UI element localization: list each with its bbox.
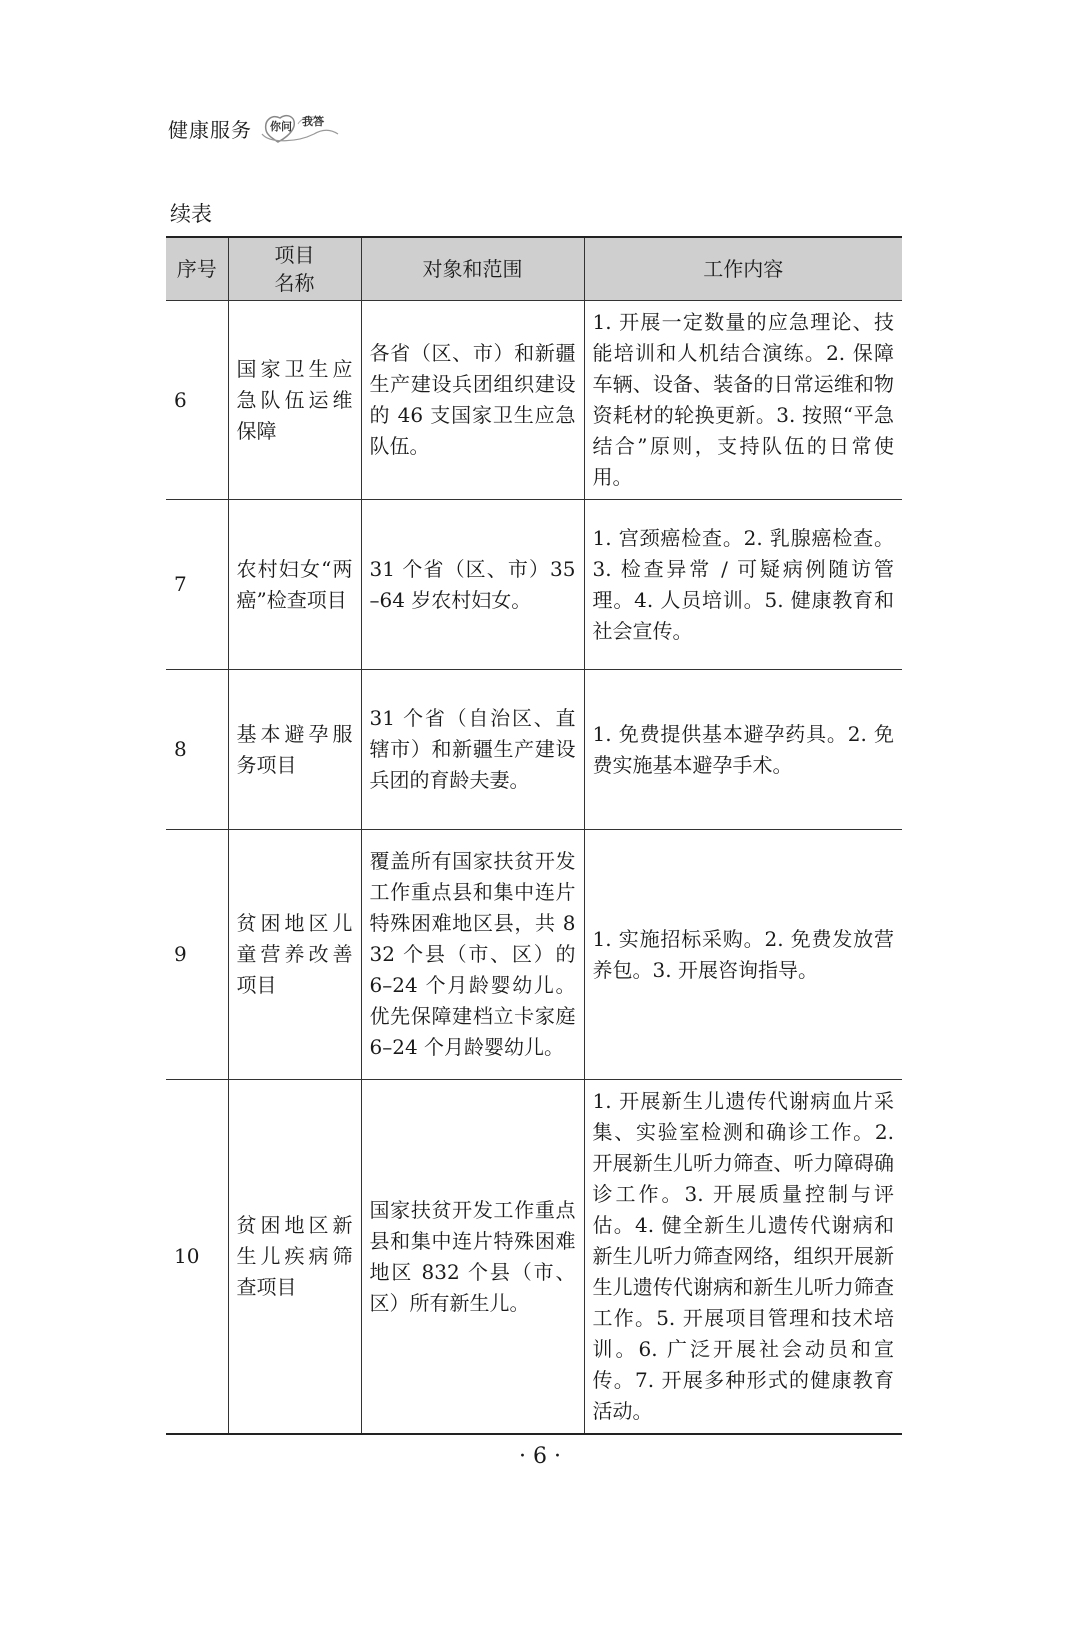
running-header [168, 108, 340, 148]
row-number: 9 [166, 830, 228, 1080]
page-number: · 6 · [519, 1444, 561, 1469]
project-name: 贫困地区新生儿疾病筛查项目 [228, 1080, 361, 1435]
project-content: 1. 开展新生儿遗传代谢病血片采集、实验室检测和确诊工作。2. 开展新生儿听力筛查、听力障碍确诊工作。3. 开展质量控制与评估。4. 健全新生儿遗传代谢病和新生儿听力筛查网络，组织开展新生儿遗传代谢病和新生儿听力筛查工作。5. 开展项目管理和技术培训。6. 广泛开展社会动员和宣传。7. 开展多种形式的健康教育活动。 [584, 1080, 902, 1435]
project-name: 国家卫生应急队伍运维保障 [228, 301, 361, 500]
project-scope: 31 个省（区、市）35–64 岁农村妇女。 [361, 500, 584, 670]
project-table [166, 236, 902, 1435]
table-row [166, 670, 902, 830]
table-row [166, 830, 902, 1080]
project-scope: 31 个省（自治区、直辖市）和新疆生产建设兵团的育龄夫妻。 [361, 670, 584, 830]
project-name: 基本避孕服务项目 [228, 670, 361, 830]
table-row [166, 500, 902, 670]
project-name: 贫困地区儿童营养改善项目 [228, 830, 361, 1080]
table-row [166, 301, 902, 500]
project-content: 1. 免费提供基本避孕药具。2. 免费实施基本避孕手术。 [584, 670, 902, 830]
project-content: 1. 宫颈癌检查。2. 乳腺癌检查。3. 检查异常 / 可疑病例随访管理。4. 人员培训。5. 健康教育和社会宣传。 [584, 500, 902, 670]
row-number: 6 [166, 301, 228, 500]
logo-text-answer: 我答 [302, 115, 324, 128]
heart-logo-icon [258, 108, 340, 148]
project-scope: 国家扶贫开发工作重点县和集中连片特殊困难地区 832 个县（市、区）所有新生儿。 [361, 1080, 584, 1435]
project-content: 1. 开展一定数量的应急理论、技能培训和人机结合演练。2. 保障车辆、设备、装备的日常运维和物资耗材的轮换更新。3. 按照“平急结合”原则，支持队伍的日常使用。 [584, 301, 902, 500]
project-scope: 覆盖所有国家扶贫开发工作重点县和集中连片特殊困难地区县，共 832 个县（市、区）的 6–24 个月龄婴幼儿。优先保障建档立卡家庭 6–24 个月龄婴幼儿。 [361, 830, 584, 1080]
project-name: 农村妇女“两癌”检查项目 [228, 500, 361, 670]
continued-table-label: 续表 [170, 202, 212, 226]
column-header-number: 序号 [166, 237, 228, 301]
table-row [166, 1080, 902, 1435]
column-header-content: 工作内容 [584, 237, 902, 301]
book-title: 健康服务 [168, 117, 252, 142]
row-number: 7 [166, 500, 228, 670]
column-header-name [228, 237, 361, 301]
project-content: 1. 实施招标采购。2. 免费发放营养包。3. 开展咨询指导。 [584, 830, 902, 1080]
row-number: 8 [166, 670, 228, 830]
column-header-name-text: 项目 名称 [274, 243, 315, 295]
logo-text-ask: 你问 [270, 120, 292, 133]
table-header-row [166, 237, 902, 301]
project-scope: 各省（区、市）和新疆生产建设兵团组织建设的 46 支国家卫生应急队伍。 [361, 301, 584, 500]
row-number: 10 [166, 1080, 228, 1435]
column-header-scope: 对象和范围 [361, 237, 584, 301]
